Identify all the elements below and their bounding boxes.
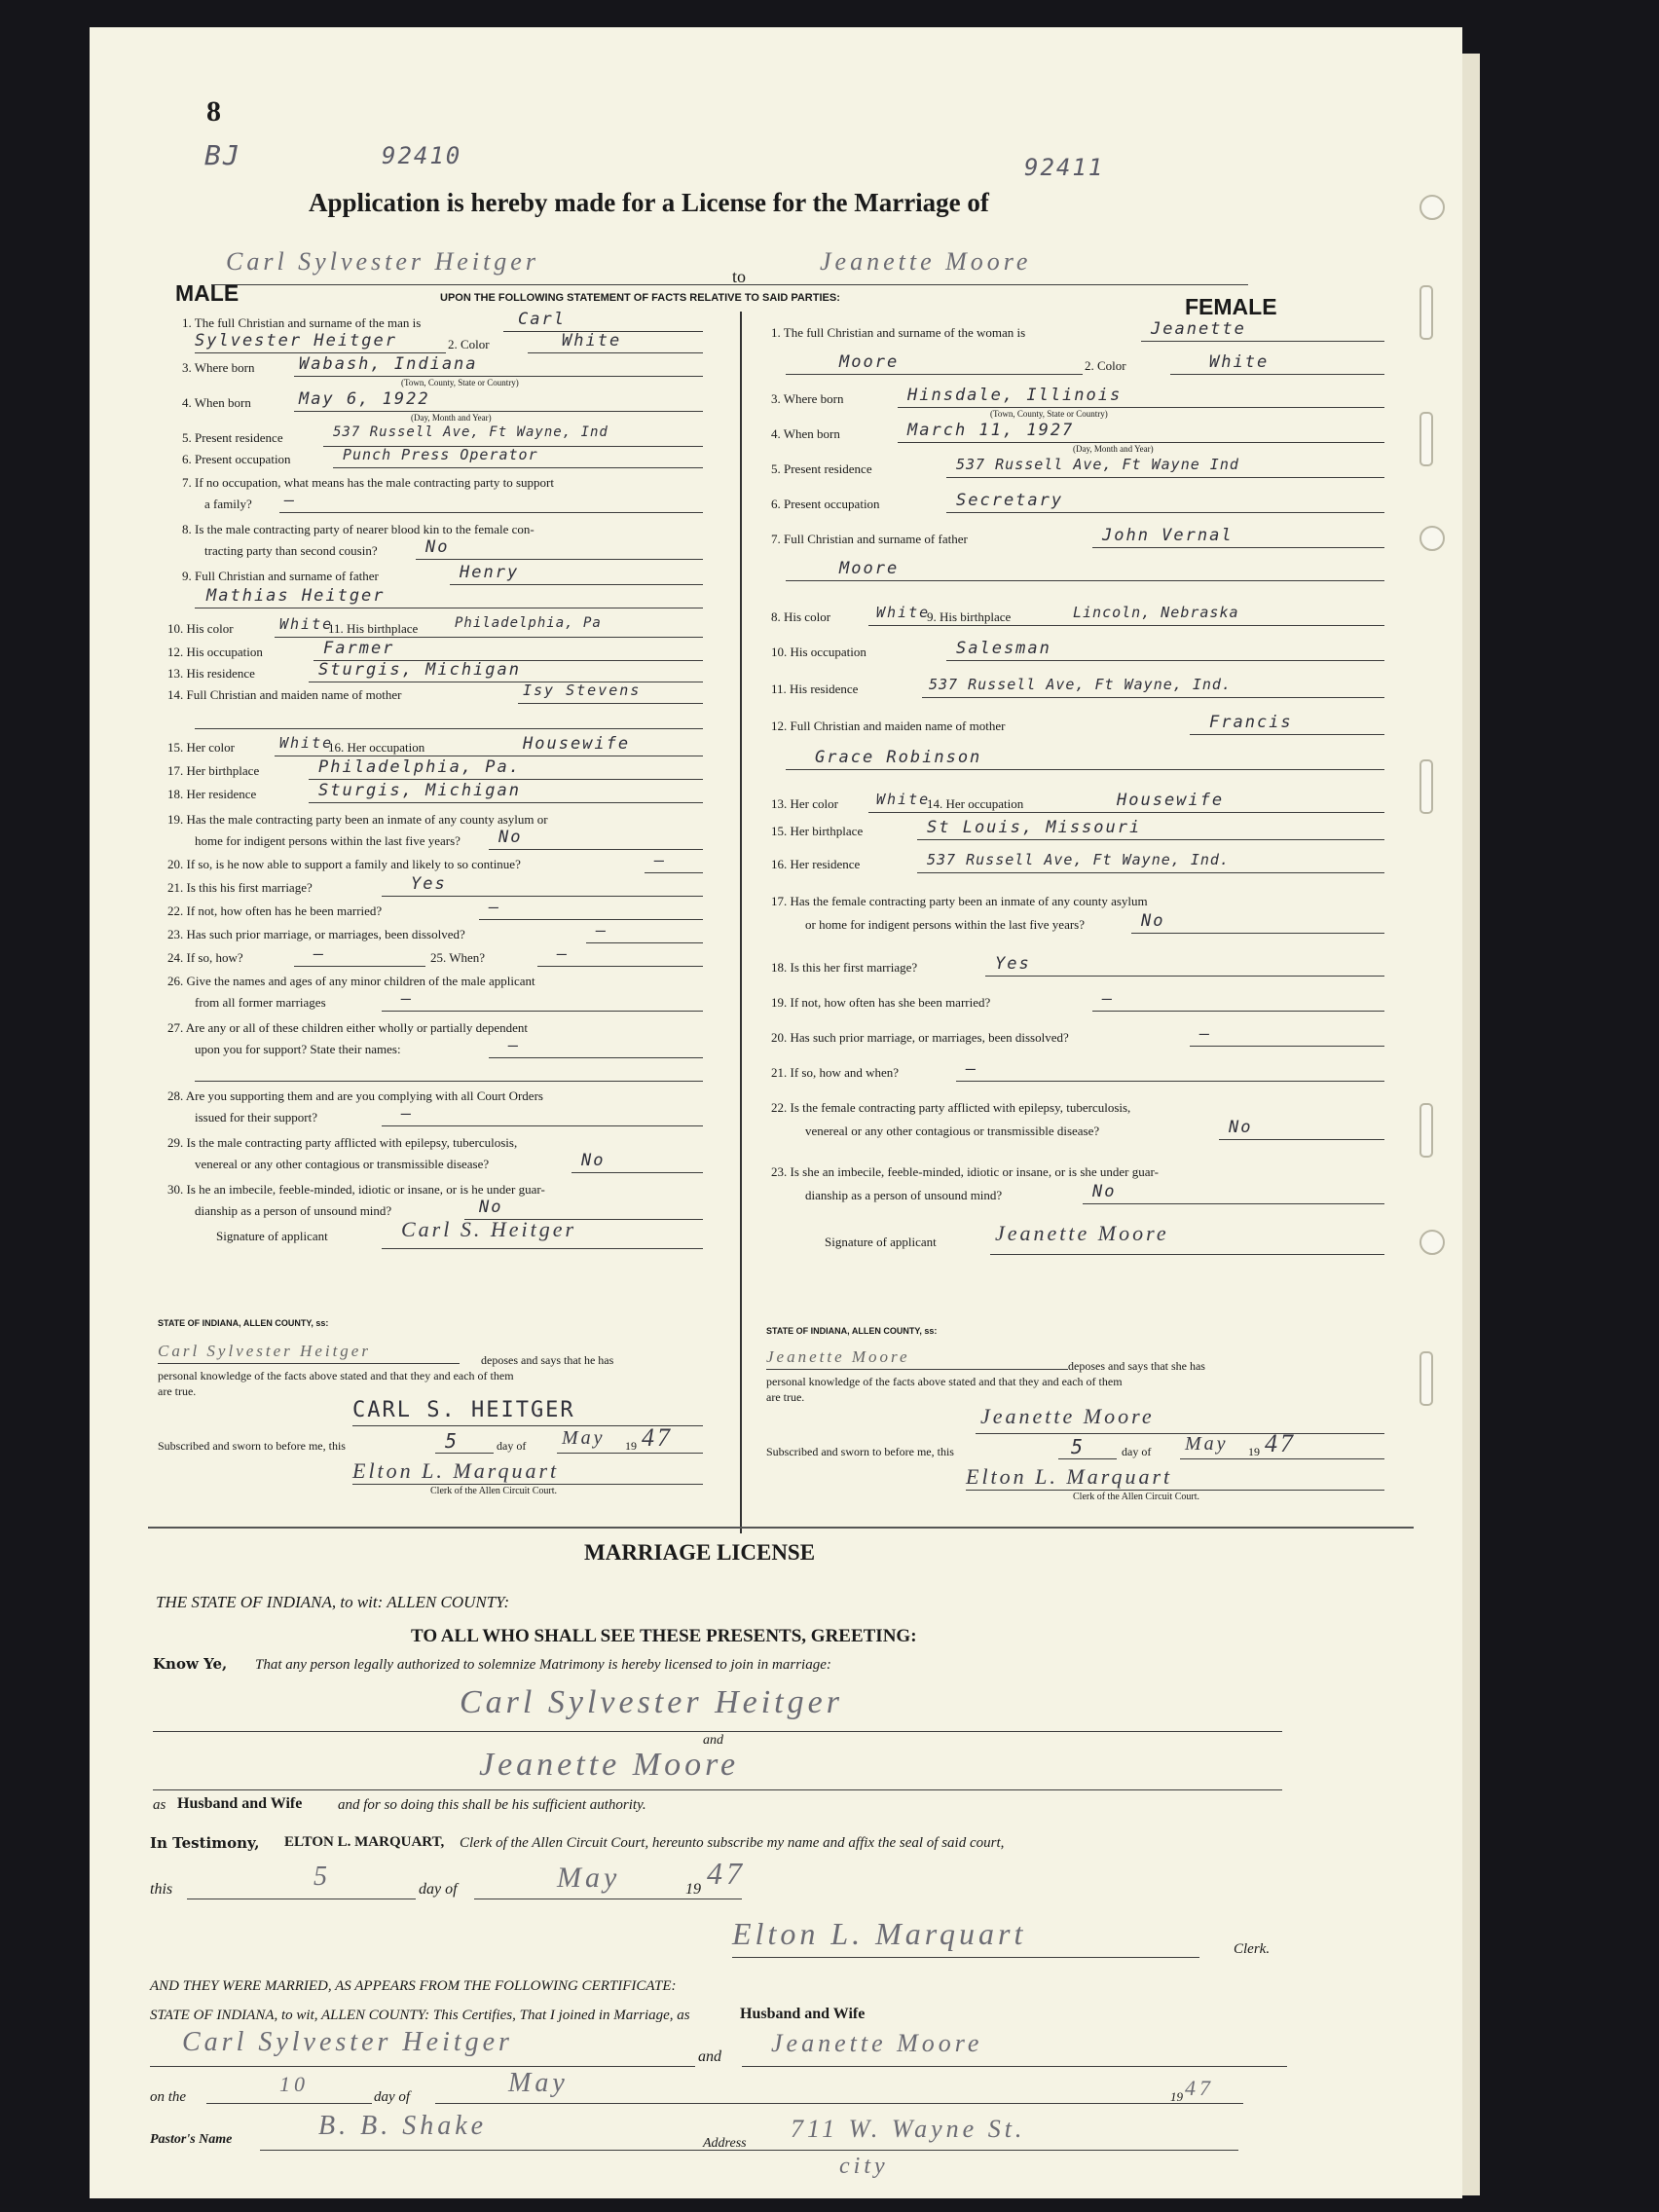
certificate-day: 10 <box>279 2072 309 2096</box>
female-q23-label: 23. Is she an imbecile, feeble-minded, idiotic or insane, or is she under guar- <box>771 1164 1159 1179</box>
female-q22-label: 22. Is the female contracting party afflicted with epilepsy, tuberculosis, <box>771 1100 1131 1115</box>
male-q26-label: 26. Give the names and ages of any minor children of the male applicant <box>167 974 535 988</box>
marriage-record-page <box>90 27 1462 2198</box>
male-affidavit-text: personal knowledge of the facts above stated and that they and each of them <box>158 1369 514 1382</box>
male-q5-value: 537 Russell Ave, Ft Wayne, Ind <box>333 424 608 440</box>
rule <box>1058 1458 1117 1459</box>
male-sworn-year: 47 <box>642 1423 673 1452</box>
male-q30-value: No <box>479 1198 503 1217</box>
page-number: 8 <box>206 95 221 128</box>
certificate-groom: Carl Sylvester Heitger <box>182 2027 513 2057</box>
male-q18-value: Sturgis, Michigan <box>318 781 521 800</box>
male-q30-label-cont: dianship as a person of unsound mind? <box>195 1203 392 1218</box>
male-q25-label: 25. When? <box>430 950 486 965</box>
female-affidavit-text: are true. <box>766 1390 805 1404</box>
rule <box>294 411 703 412</box>
female-q20-value: — <box>1199 1024 1212 1044</box>
female-clerk-label: Clerk of the Allen Circuit Court. <box>1073 1492 1199 1502</box>
female-q9-value: Lincoln, Nebraska <box>1073 604 1239 621</box>
male-q3-label: 3. Where born <box>182 360 255 375</box>
female-sworn-month: May <box>1185 1433 1229 1455</box>
male-q9-value: Henry <box>460 563 520 582</box>
male-signature-label: Signature of applicant <box>216 1229 328 1243</box>
female-q23-label-cont: dianship as a person of unsound mind? <box>805 1188 1003 1202</box>
male-sworn-month: May <box>562 1427 606 1449</box>
male-q6-label: 6. Present occupation <box>182 452 291 466</box>
as-word: as <box>153 1797 166 1813</box>
day-of: day of <box>419 1881 458 1898</box>
rule <box>732 1957 1199 1958</box>
know-ye: Know Ye, <box>153 1655 228 1673</box>
male-q9-label: 9. Full Christian and surname of father <box>182 569 379 583</box>
rule <box>450 584 703 585</box>
year-prefix: 19 <box>1248 1445 1260 1458</box>
female-q4-hint: (Day, Month and Year) <box>1073 444 1154 454</box>
groom-name: Carl Sylvester Heitger <box>226 247 539 276</box>
male-q25-value: — <box>557 944 570 964</box>
binder-slot <box>1419 1103 1433 1158</box>
male-q17-value: Philadelphia, Pa. <box>318 757 521 777</box>
male-sworn-label: Subscribed and sworn to before me, this <box>158 1439 346 1453</box>
husband-and-wife: Husband and Wife <box>177 1795 303 1812</box>
male-q4-hint: (Day, Month and Year) <box>411 413 492 423</box>
female-q16-label: 16. Her residence <box>771 857 861 871</box>
rule <box>435 1453 494 1454</box>
rule <box>153 1731 1282 1732</box>
male-signature: Carl S. Heitger <box>401 1217 577 1241</box>
rule <box>153 1789 1282 1790</box>
rule <box>985 976 1384 977</box>
male-q15-label: 15. Her color <box>167 740 235 755</box>
male-q28-value: — <box>401 1104 414 1124</box>
license-month: May <box>557 1862 621 1894</box>
rule <box>557 1453 703 1454</box>
male-q29-value: No <box>581 1151 606 1170</box>
male-q28-label-cont: issued for their support? <box>195 1110 318 1124</box>
male-q26-label-cont: from all former marriages <box>195 995 326 1010</box>
male-q1-value: Carl <box>518 310 566 329</box>
female-q2-value: White <box>1209 352 1270 372</box>
rule <box>1170 374 1384 375</box>
female-q6-value: Secretary <box>956 491 1064 510</box>
female-q23-value: No <box>1092 1182 1117 1201</box>
rule <box>528 352 703 353</box>
female-q16-value: 537 Russell Ave, Ft Wayne, Ind. <box>927 851 1230 868</box>
male-q7-label-cont: a family? <box>204 497 252 511</box>
file-number-right: 92411 <box>1024 154 1105 181</box>
female-q12-value: Francis <box>1209 713 1293 732</box>
male-affidavit-text: are true. <box>158 1384 197 1398</box>
certificate-year: 47 <box>1185 2076 1214 2100</box>
rule <box>352 1484 703 1485</box>
female-affidavit-signature: Jeanette Moore <box>980 1404 1155 1428</box>
rule <box>1092 547 1384 548</box>
male-q20-value: — <box>654 851 667 870</box>
male-q23-label: 23. Has such prior marriage, or marriages, been dissolved? <box>167 927 465 941</box>
female-q14-value: Housewife <box>1117 791 1225 810</box>
rule <box>771 2150 1238 2151</box>
rule <box>966 1490 1384 1491</box>
male-q30-label: 30. Is he an imbecile, feeble-minded, idiotic or insane, or is he under guar- <box>167 1182 545 1197</box>
this-word: this <box>150 1881 173 1898</box>
female-q14-label: 14. Her occupation <box>927 796 1024 811</box>
day-of: day of <box>497 1439 527 1453</box>
on-the: on the <box>150 2089 187 2105</box>
rule <box>489 1057 703 1058</box>
rule <box>275 637 703 638</box>
year-prefix: 19 <box>625 1439 637 1453</box>
male-q11-value: Philadelphia, Pa <box>455 615 602 631</box>
rule <box>761 284 1248 285</box>
female-q10-value: Salesman <box>956 639 1051 658</box>
to-word: to <box>732 267 747 286</box>
rule <box>382 896 703 897</box>
rule <box>195 1081 703 1082</box>
male-q8-value: No <box>425 537 450 557</box>
female-q11-label: 11. His residence <box>771 682 859 696</box>
male-q19-label-cont: home for indigent persons within the last five years? <box>195 833 461 848</box>
male-q2-value: White <box>562 331 622 350</box>
female-q1-label: 1. The full Christian and surname of the woman is <box>771 325 1026 340</box>
male-q20-label: 20. If so, is he now able to support a family and likely to so continue? <box>167 857 521 871</box>
rule <box>382 1125 703 1126</box>
rule <box>309 779 703 780</box>
male-heading: MALE <box>175 280 240 306</box>
binder-hole <box>1419 195 1445 220</box>
female-q3-hint: (Town, County, State or Country) <box>990 409 1108 419</box>
male-q2-label: 2. Color <box>448 337 490 351</box>
rule <box>1092 1011 1384 1012</box>
male-clerk-label: Clerk of the Allen Circuit Court. <box>430 1486 557 1496</box>
female-q5-label: 5. Present residence <box>771 461 872 476</box>
female-signature: Jeanette Moore <box>995 1221 1169 1245</box>
rule <box>1083 1203 1384 1204</box>
rule <box>1190 1046 1384 1047</box>
license-groom: Carl Sylvester Heitger <box>460 1684 843 1720</box>
female-heading: FEMALE <box>1185 294 1277 319</box>
rule <box>206 2103 372 2104</box>
license-title: MARRIAGE LICENSE <box>584 1540 816 1565</box>
female-q8-value: White <box>876 604 931 621</box>
female-sworn-year: 47 <box>1265 1429 1296 1457</box>
female-affidavit-state: STATE OF INDIANA, ALLEN COUNTY, ss: <box>766 1326 938 1336</box>
male-q8-label: 8. Is the male contracting party of nearer blood kin to the female con- <box>182 522 535 536</box>
initials: BJ <box>204 139 241 171</box>
male-q5-label: 5. Present residence <box>182 430 283 445</box>
female-q17-label-cont: or home for indigent persons within the last five years? <box>805 917 1086 932</box>
rule <box>294 376 703 377</box>
male-q1-value-cont: Sylvester Heitger <box>195 331 397 350</box>
female-affidavit-text: personal knowledge of the facts above stated and that they and each of them <box>766 1375 1123 1388</box>
rule <box>382 1248 703 1249</box>
male-q14-value: Isy Stevens <box>523 682 642 699</box>
female-q7-value-cont: Moore <box>839 559 900 578</box>
female-q22-value: No <box>1229 1118 1253 1137</box>
license-greeting: TO ALL WHO SHALL SEE THESE PRESENTS, GREETING: <box>411 1626 917 1646</box>
male-clerk-signature: Elton L. Marquart <box>352 1458 560 1483</box>
rule <box>898 442 1384 443</box>
bride-name: Jeanette Moore <box>820 247 1032 276</box>
rule <box>279 512 703 513</box>
male-sworn-day: 5 <box>445 1429 460 1453</box>
male-q15-value: White <box>279 734 334 752</box>
male-q10-value: White <box>279 615 334 633</box>
female-q10-label: 10. His occupation <box>771 645 866 659</box>
male-q21-label: 21. Is this his first marriage? <box>167 880 313 895</box>
pastor-name: B. B. Shake <box>318 2111 488 2141</box>
certificate-month: May <box>508 2068 569 2098</box>
license-and: and <box>703 1733 723 1748</box>
female-sworn-label: Subscribed and sworn to before me, this <box>766 1445 954 1458</box>
female-q4-value: March 11, 1927 <box>907 421 1075 440</box>
female-q18-label: 18. Is this her first marriage? <box>771 960 918 975</box>
male-q19-value: No <box>498 828 523 847</box>
column-divider <box>740 312 742 1533</box>
male-q6-value: Punch Press Operator <box>343 446 538 463</box>
female-q3-value: Hinsdale, Illinois <box>907 386 1123 405</box>
female-q17-label: 17. Has the female contracting party been an inmate of any county asylum <box>771 894 1148 908</box>
female-q1-value-cont: Moore <box>839 352 900 372</box>
day-of: day of <box>374 2089 411 2105</box>
rule <box>489 849 703 850</box>
rule <box>1190 734 1384 735</box>
male-q24-value: — <box>313 944 326 964</box>
binder-slot <box>1419 285 1433 340</box>
male-q27-label-cont: upon you for support? State their names: <box>195 1042 401 1056</box>
female-signature-label: Signature of applicant <box>825 1235 937 1249</box>
female-q7-value: John Vernal <box>1102 526 1234 545</box>
female-affidavit-text: deposes and says that she has <box>1068 1359 1205 1373</box>
male-q17-label: 17. Her birthplace <box>167 763 260 778</box>
male-q16-value: Housewife <box>523 734 631 754</box>
female-q21-value: — <box>966 1059 978 1079</box>
rule <box>976 1433 1384 1434</box>
male-q4-label: 4. When born <box>182 395 251 410</box>
rule <box>195 352 446 353</box>
female-q4-label: 4. When born <box>771 426 840 441</box>
rule <box>946 512 1384 513</box>
rule <box>435 2103 1243 2104</box>
female-q21-label: 21. If so, how and when? <box>771 1065 900 1080</box>
rule <box>868 812 1384 813</box>
rule <box>518 703 703 704</box>
license-year: 47 <box>707 1856 746 1891</box>
female-q13-label: 13. Her color <box>771 796 838 811</box>
female-sworn-day: 5 <box>1071 1435 1086 1458</box>
male-q10-label: 10. His color <box>167 621 234 636</box>
clerk-word: Clerk. <box>1234 1941 1271 1957</box>
year-prefix: 19 <box>685 1881 701 1898</box>
male-q1-label: 1. The full Christian and surname of the man is <box>182 315 422 330</box>
certificate-text: STATE OF INDIANA, to wit, ALLEN COUNTY: This Certifies, That I joined in Marriage, as <box>150 2008 690 2023</box>
rule <box>990 1254 1384 1255</box>
female-q9-label: 9. His birthplace <box>927 609 1012 624</box>
rule <box>786 769 1384 770</box>
female-q13-value: White <box>876 791 931 808</box>
female-q17-value: No <box>1141 911 1165 931</box>
clerk-name: ELTON L. MARQUART, <box>284 1834 445 1850</box>
rule <box>309 802 703 803</box>
female-q11-value: 537 Russell Ave, Ft Wayne, Ind. <box>929 676 1232 693</box>
rule <box>917 839 1384 840</box>
certificate-and: and <box>698 2048 721 2065</box>
in-testimony: In Testimony, <box>150 1834 260 1852</box>
female-q8-label: 8. His color <box>771 609 831 624</box>
male-q23-value: — <box>596 921 608 940</box>
pastor-label: Pastor's Name <box>150 2132 233 2147</box>
binder-slot <box>1419 412 1433 466</box>
rule <box>868 625 1384 626</box>
female-q20-label: 20. Has such prior marriage, or marriages, been dissolved? <box>771 1030 1069 1045</box>
testimony-text: Clerk of the Allen Circuit Court, hereunto subscribe my name and affix the seal of said court, <box>460 1835 1005 1851</box>
male-q4-value: May 6, 1922 <box>299 389 430 409</box>
female-q6-label: 6. Present occupation <box>771 497 880 511</box>
female-q5-value: 537 Russell Ave, Ft Wayne Ind <box>956 456 1239 473</box>
rule <box>946 660 1384 661</box>
address-label: Address <box>703 2136 747 2151</box>
rule <box>1219 1139 1384 1140</box>
female-q18-value: Yes <box>995 954 1031 974</box>
male-q14-label: 14. Full Christian and maiden name of mother <box>167 687 402 702</box>
binder-hole <box>1419 1230 1445 1255</box>
license-day: 5 <box>313 1862 331 1892</box>
male-q27-label: 27. Are any or all of these children either wholly or partially dependent <box>167 1020 529 1035</box>
male-q28-label: 28. Are you supporting them and are you complying with all Court Orders <box>167 1088 543 1103</box>
rule <box>195 728 703 729</box>
male-q7-value: — <box>284 491 297 510</box>
rule <box>898 407 1384 408</box>
female-q15-label: 15. Her birthplace <box>771 824 864 838</box>
male-q3-value: Wabash, Indiana <box>299 354 478 374</box>
male-q12-label: 12. His occupation <box>167 645 263 659</box>
binder-slot <box>1419 759 1433 814</box>
day-of: day of <box>1122 1445 1152 1458</box>
rule <box>956 1081 1384 1082</box>
male-q26-value: — <box>401 989 414 1009</box>
male-q8-label-cont: tracting party than second cousin? <box>204 543 378 558</box>
female-q22-label-cont: venereal or any other contagious or transmissible disease? <box>805 1124 1100 1138</box>
know-ye-text: That any person legally authorized to solemnize Matrimony is hereby licensed to join in marriage: <box>255 1657 831 1673</box>
male-q13-value: Sturgis, Michigan <box>318 660 521 680</box>
rule <box>766 1369 1068 1370</box>
rule <box>786 580 1384 581</box>
rule <box>479 919 703 920</box>
rule <box>211 284 776 285</box>
male-affidavit-text: deposes and says that he has <box>481 1353 614 1367</box>
female-q15-value: St Louis, Missouri <box>927 818 1142 837</box>
statement-heading: UPON THE FOLLOWING STATEMENT OF FACTS RELATIVE TO SAID PARTIES: <box>440 292 840 304</box>
female-q12-value-cont: Grace Robinson <box>815 748 982 767</box>
rule <box>333 467 703 468</box>
license-state-line: THE STATE OF INDIANA, to wit: ALLEN COUNTY: <box>156 1593 510 1611</box>
male-q12-value: Farmer <box>323 639 395 658</box>
female-q19-label: 19. If not, how often has she been married? <box>771 995 991 1010</box>
pastor-address: 711 W. Wayne St. <box>791 2115 1026 2143</box>
female-q7-label: 7. Full Christian and surname of father <box>771 532 968 546</box>
rule <box>922 697 1384 698</box>
male-q13-label: 13. His residence <box>167 666 255 681</box>
male-q18-label: 18. Her residence <box>167 787 257 801</box>
binder-slot <box>1419 1351 1433 1406</box>
female-q19-value: — <box>1102 989 1115 1009</box>
male-affidavit-name: Carl Sylvester Heitger <box>158 1342 371 1360</box>
rule <box>645 872 703 873</box>
authority-text: and for so doing this shall be his sufficient authority. <box>338 1797 646 1813</box>
male-q22-value: — <box>489 898 501 917</box>
rule <box>946 477 1384 478</box>
female-clerk-signature: Elton L. Marquart <box>966 1464 1173 1489</box>
rule <box>1180 1458 1384 1459</box>
female-q1-value: Jeanette <box>1151 319 1246 339</box>
application-title: Application is hereby made for a License for the Marriage of <box>309 188 989 217</box>
rule <box>571 1172 703 1173</box>
rule <box>586 942 703 943</box>
female-q2-label: 2. Color <box>1085 358 1126 373</box>
male-q24-label: 24. If so, how? <box>167 950 243 965</box>
rule <box>786 374 1083 375</box>
male-q9-value-cont: Mathias Heitger <box>206 586 386 606</box>
rule <box>416 559 703 560</box>
male-affidavit-signature: CARL S. HEITGER <box>352 1398 575 1422</box>
female-q12-label: 12. Full Christian and maiden name of mother <box>771 719 1006 733</box>
rule <box>1131 933 1384 934</box>
year-prefix: 19 <box>1170 2089 1183 2104</box>
male-q22-label: 22. If not, how often has he been married? <box>167 903 383 918</box>
male-affidavit-state: STATE OF INDIANA, ALLEN COUNTY, ss: <box>158 1318 329 1328</box>
male-q27-value: — <box>508 1036 521 1055</box>
rule <box>917 872 1384 873</box>
male-q29-label-cont: venereal or any other contagious or transmissible disease? <box>195 1157 490 1171</box>
binder-hole <box>1419 526 1445 551</box>
file-number-left: 92410 <box>382 142 462 169</box>
male-q29-label: 29. Is the male contracting party afflicted with epilepsy, tuberculosis, <box>167 1135 518 1150</box>
male-q16-label: 16. Her occupation <box>328 740 425 755</box>
rule <box>158 1363 460 1364</box>
license-clerk-signature: Elton L. Marquart <box>732 1916 1027 1951</box>
male-q19-label: 19. Has the male contracting party been an inmate of any county asylum or <box>167 812 548 827</box>
certificate-bride: Jeanette Moore <box>771 2029 983 2057</box>
married-heading: AND THEY WERE MARRIED, AS APPEARS FROM THE FOLLOWING CERTIFICATE: <box>150 1978 677 1994</box>
section-divider <box>148 1527 1414 1529</box>
rule <box>742 2066 1287 2067</box>
certificate-husband-wife: Husband and Wife <box>740 2006 866 2022</box>
male-q21-value: Yes <box>411 874 447 894</box>
male-q11-label: 11. His birthplace <box>328 621 419 636</box>
pastor-address-city: city <box>839 2154 889 2179</box>
rule <box>1141 341 1384 342</box>
male-q7-label: 7. If no occupation, what means has the male contracting party to support <box>182 475 554 490</box>
female-q3-label: 3. Where born <box>771 391 844 406</box>
male-q3-hint: (Town, County, State or Country) <box>401 378 519 387</box>
license-bride: Jeanette Moore <box>479 1747 740 1783</box>
rule <box>150 2066 695 2067</box>
rule <box>382 1011 703 1012</box>
rule <box>294 966 425 967</box>
female-affidavit-name: Jeanette Moore <box>766 1347 910 1366</box>
rule <box>537 966 703 967</box>
